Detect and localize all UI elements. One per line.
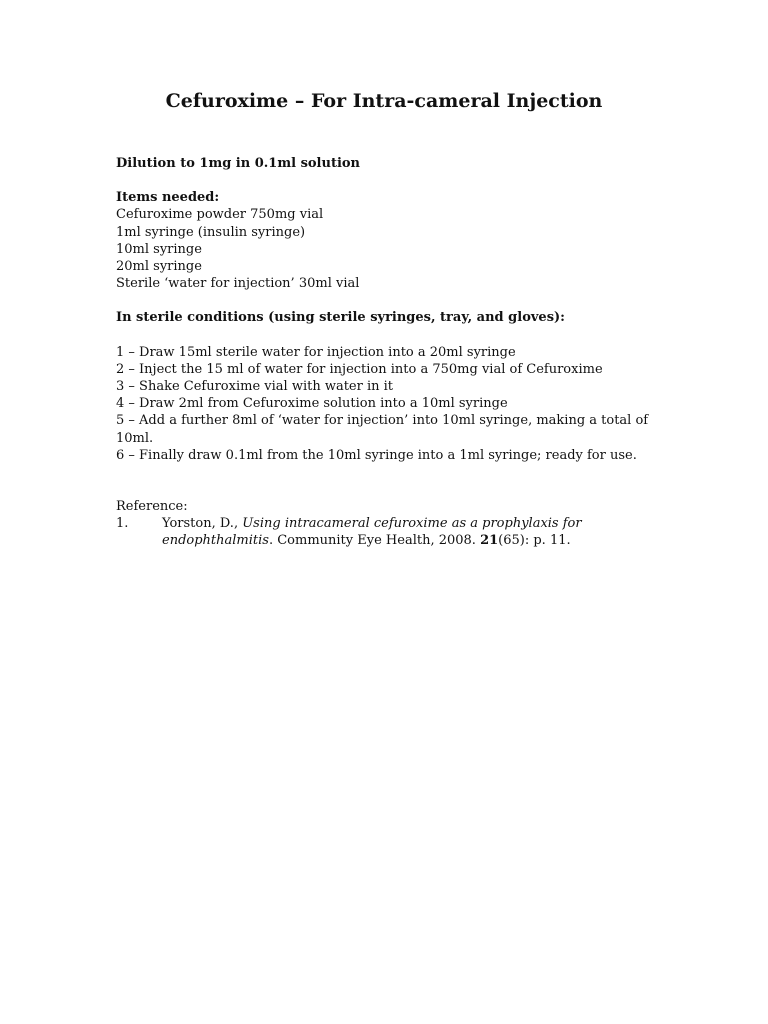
items-list <box>116 206 656 292</box>
spacer <box>116 292 656 309</box>
list-item: 10ml syringe <box>116 241 202 257</box>
dilution-heading: Dilution to 1mg in 0.1ml solution <box>116 156 361 171</box>
reference-citation <box>162 515 656 549</box>
reference-entry <box>116 515 656 549</box>
spacer <box>116 327 656 344</box>
conditions-heading: In sterile conditions (using sterile syringes, tray, and gloves): <box>116 310 565 326</box>
reference-volume: 21 <box>480 533 499 549</box>
reference-pages: (65): p. 11. <box>498 533 571 549</box>
reference-label: Reference: <box>116 499 188 515</box>
step-item: 6 – Finally draw 0.1ml from the 10ml syringe into a 1ml syringe; ready for use. <box>116 447 637 463</box>
document-body <box>116 155 656 550</box>
step-item: 4 – Draw 2ml from Cefuroxime solution into a 10ml syringe <box>116 396 508 412</box>
step-item: 3 – Shake Cefuroxime vial with water in it <box>116 379 394 395</box>
list-item: Sterile ‘water for injection’ 30ml vial <box>116 276 360 292</box>
step-item: 1 – Draw 15ml sterile water for injection into a 20ml syringe <box>116 344 516 360</box>
step-item: 5 – Add a further 8ml of ‘water for injection’ into 10ml syringe, making a total of 10ml. <box>116 413 649 446</box>
reference-journal: . Community Eye Health, 2008. <box>268 533 481 549</box>
spacer <box>116 172 656 189</box>
spacer <box>116 464 656 498</box>
page-title: Cefuroxime – For Intra-cameral Injection <box>165 90 603 112</box>
reference-article-title: Using intracameral cefuroxime as a prophylaxis for endophthalmitis <box>162 516 582 549</box>
list-item: Cefuroxime powder 750mg vial <box>116 207 324 223</box>
step-item: 2 – Inject the 15 ml of water for injection into a 750mg vial of Cefuroxime <box>116 361 603 377</box>
list-item: 1ml syringe (insulin syringe) <box>116 224 306 240</box>
list-item: 20ml syringe <box>116 259 202 275</box>
reference-number: 1. <box>116 516 129 532</box>
items-heading: Items needed: <box>116 190 220 206</box>
steps-list <box>116 344 656 464</box>
reference-author: Yorston, D., <box>162 516 243 532</box>
